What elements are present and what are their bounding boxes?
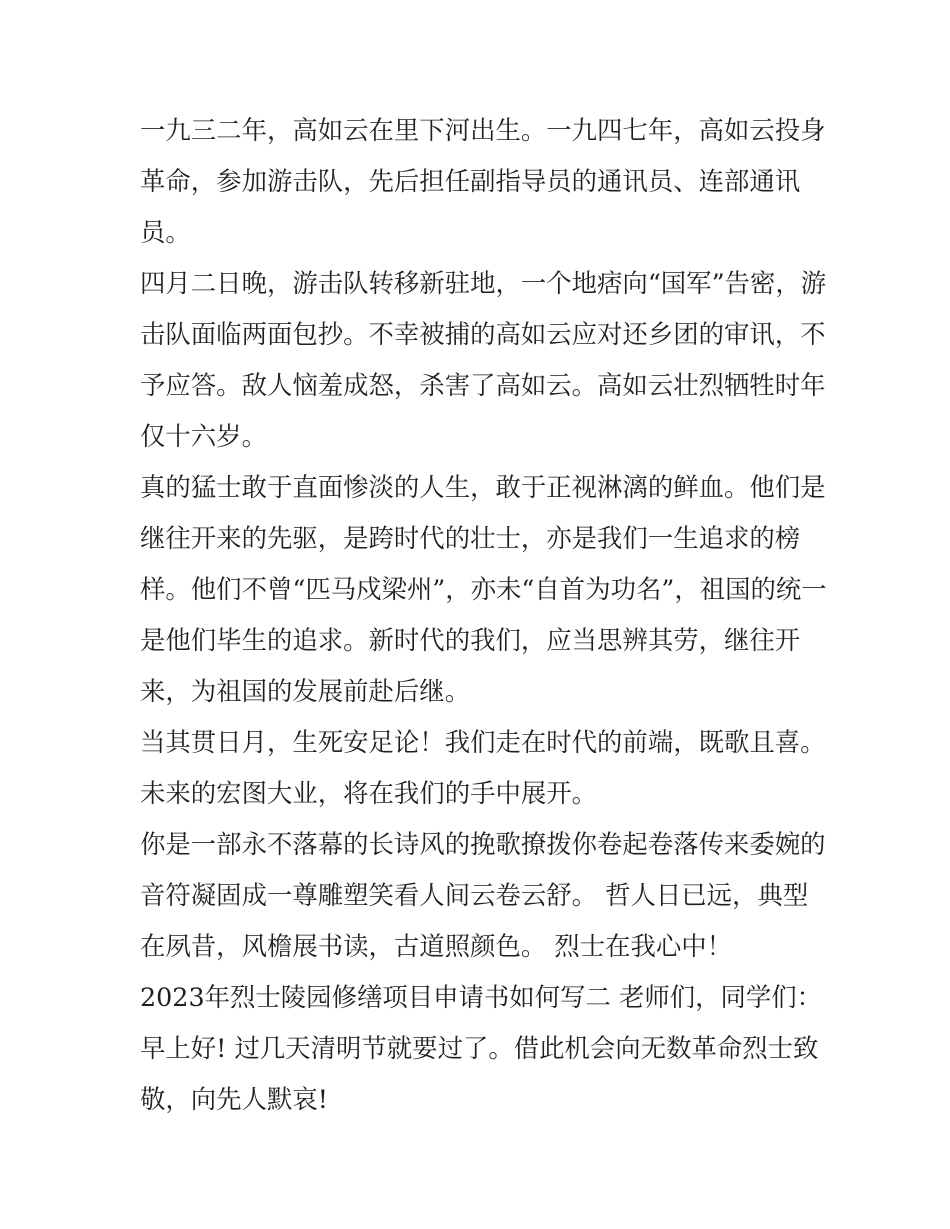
text-line: 革命，参加游击队，先后担任副指导员的通讯员、连部通讯 bbox=[140, 166, 801, 196]
paragraph-warriors bbox=[140, 462, 827, 717]
document-body bbox=[140, 105, 827, 1125]
paragraph-sacrifice bbox=[140, 258, 827, 462]
text-line: 未来的宏图大业，将在我们的手中展开。 bbox=[140, 778, 598, 808]
text-line: 早上好! 过几天清明节就要过了。借此机会向无数革命烈士致 bbox=[140, 1033, 819, 1063]
text-line: 2023年烈士陵园修缮项目申请书如何写二 老师们，同学们： bbox=[140, 982, 823, 1012]
text-line: 来，为祖国的发展前赴后继。 bbox=[140, 676, 471, 706]
text-line: 音符凝固成一尊雕塑笑看人间云卷云舒。 哲人日已远，典型 bbox=[140, 880, 809, 910]
text-line: 样。他们不曾“匹马戍梁州”，亦未“自首为功名”，祖国的统一 bbox=[140, 574, 827, 604]
text-line: 击队面临两面包抄。不幸被捕的高如云应对还乡团的审讯，不 bbox=[140, 319, 826, 349]
text-line: 员。 bbox=[140, 217, 191, 247]
text-line: 是他们毕生的追求。新时代的我们，应当思辨其劳，继往开 bbox=[140, 625, 801, 655]
text-line: 一九三二年，高如云在里下河出生。一九四七年，高如云投身 bbox=[140, 115, 826, 145]
paragraph-speech bbox=[140, 972, 823, 1125]
paragraph-elegy bbox=[140, 819, 826, 972]
paragraph-birth bbox=[140, 105, 826, 258]
text-line: 继往开来的先驱，是跨时代的壮士，亦是我们一生追求的榜 bbox=[140, 523, 801, 553]
paragraph-era bbox=[140, 717, 826, 819]
text-line: 真的猛士敢于直面惨淡的人生，敢于正视淋漓的鲜血。他们是 bbox=[140, 472, 826, 502]
text-line: 仅十六岁。 bbox=[140, 421, 267, 451]
text-line: 敬，向先人默哀! bbox=[140, 1084, 328, 1114]
text-line: 在夙昔，风檐展书读，古道照颜色。 烈士在我心中！ bbox=[140, 931, 733, 961]
text-line: 你是一部永不落幕的长诗风的挽歌撩拨你卷起卷落传来委婉的 bbox=[140, 829, 826, 859]
text-line: 予应答。敌人恼羞成怒，杀害了高如云。高如云壮烈牺牲时年 bbox=[140, 370, 826, 400]
text-line: 四月二日晚，游击队转移新驻地，一个地痞向“国军”告密，游 bbox=[140, 268, 827, 298]
text-line: 当其贯日月，生死安足论！我们走在时代的前端，既歌且喜。 bbox=[140, 727, 826, 757]
